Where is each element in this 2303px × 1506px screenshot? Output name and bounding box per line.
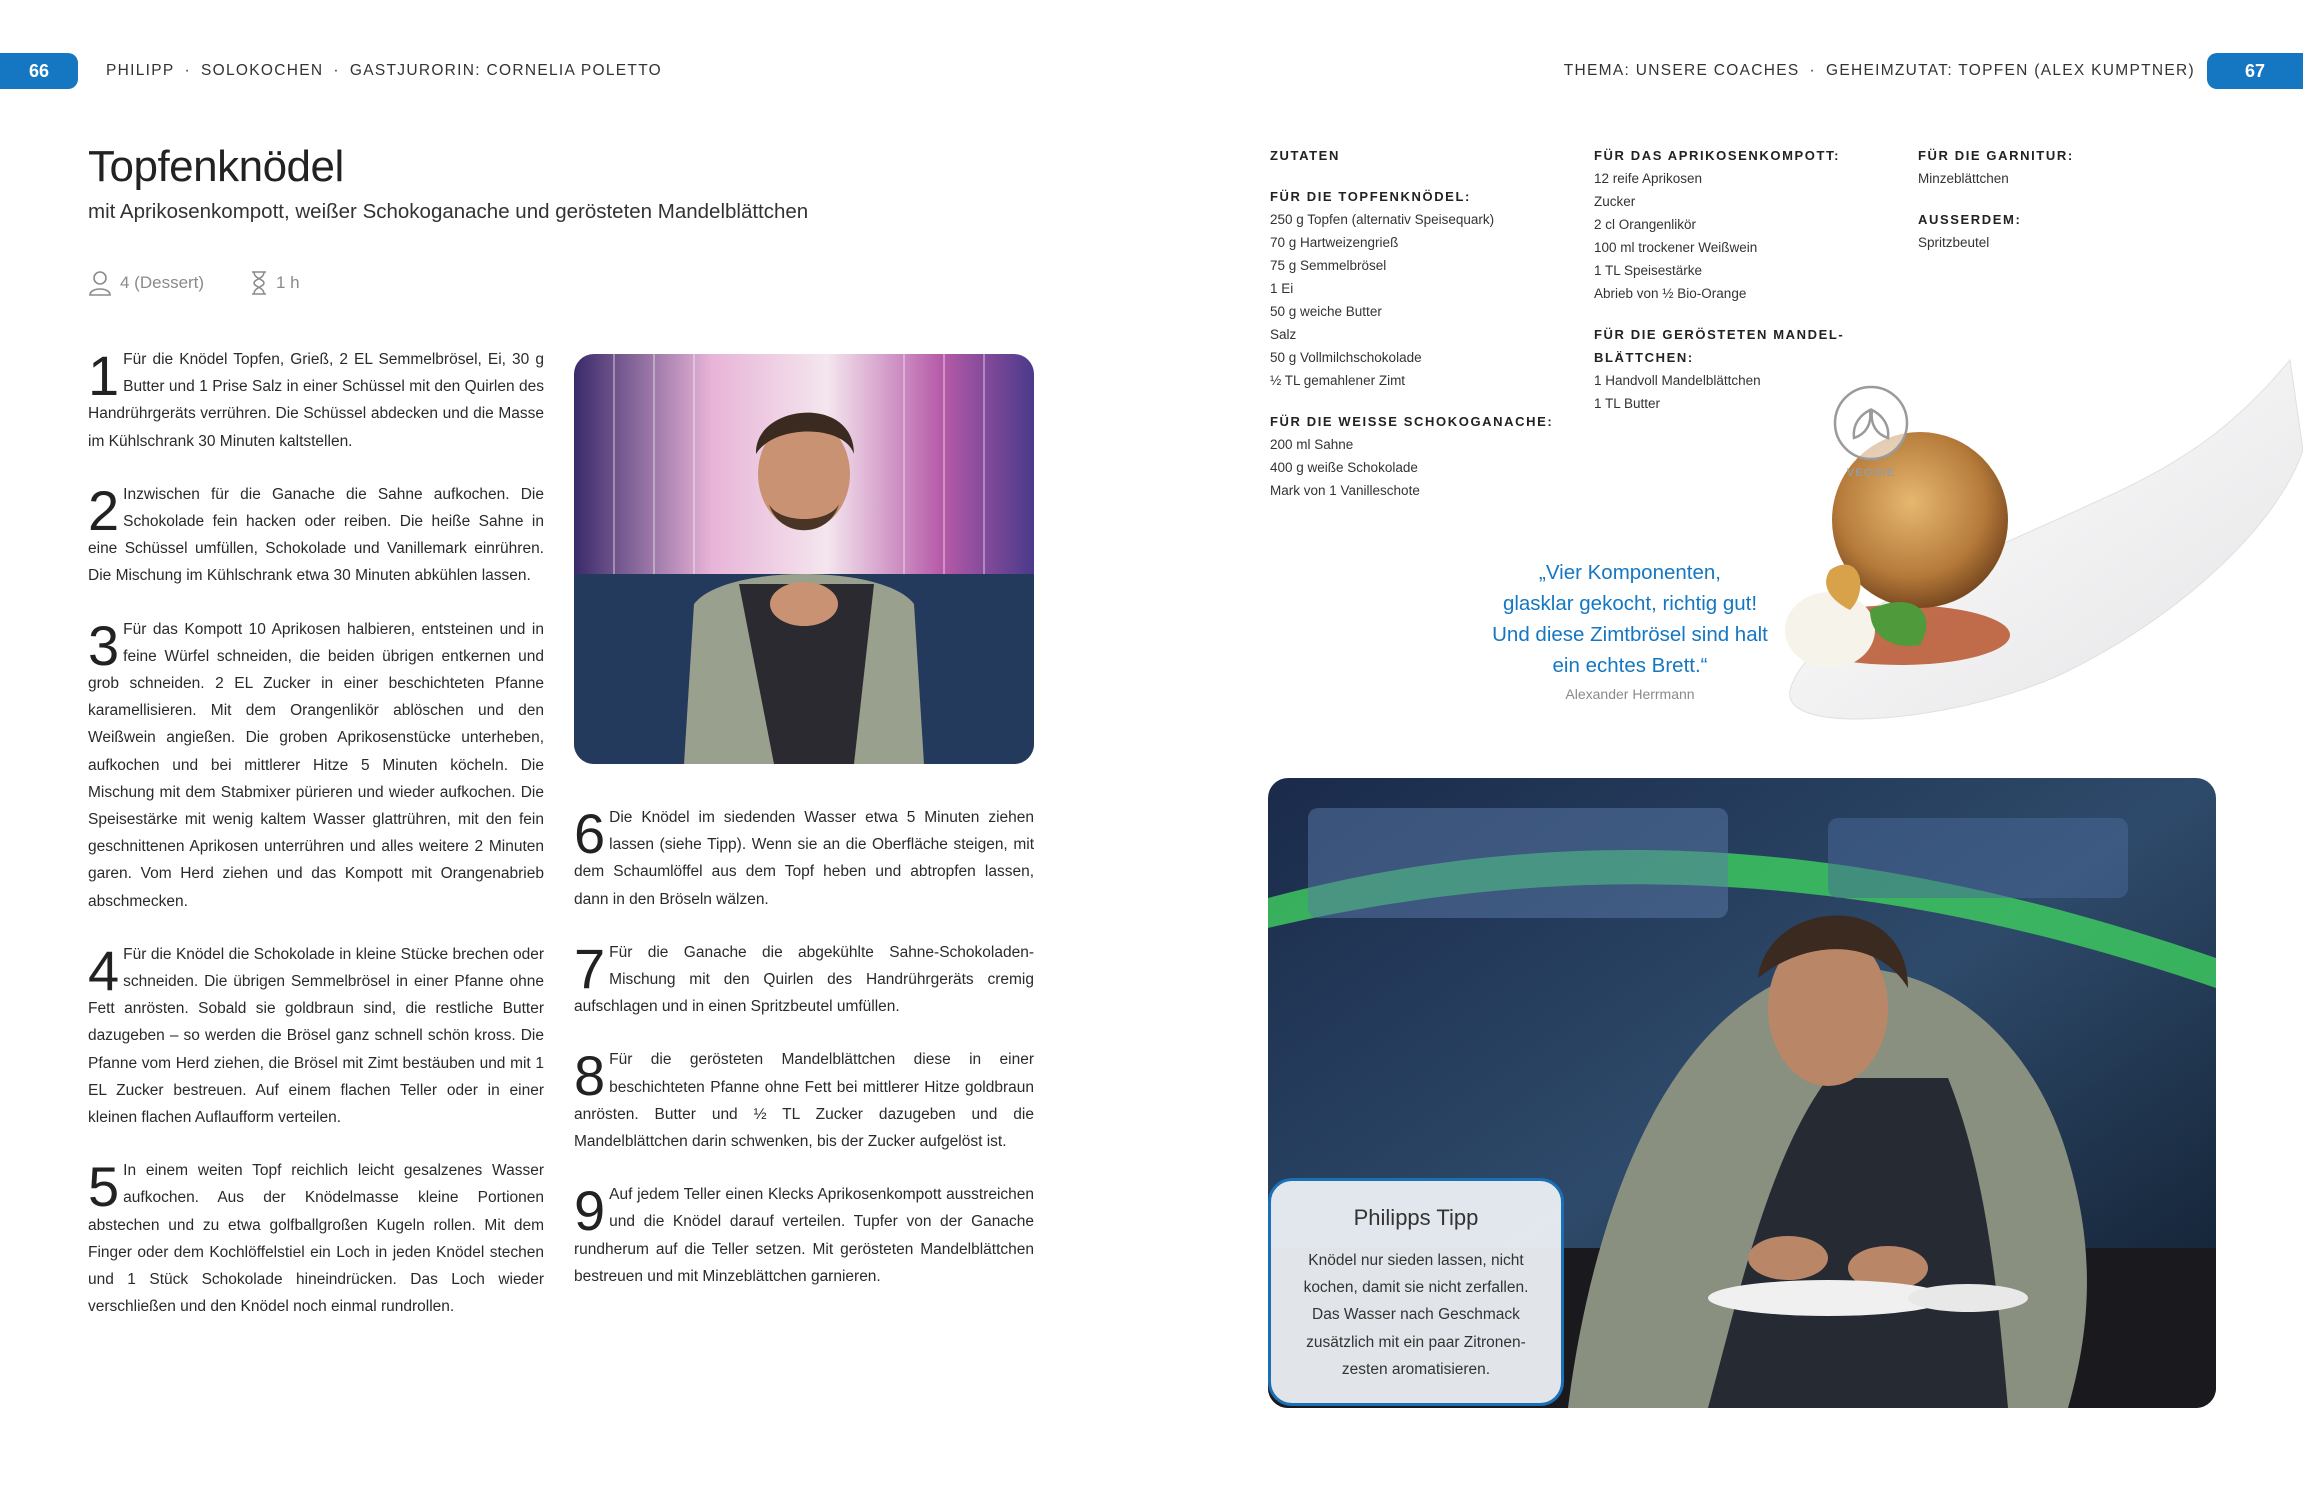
ingredient-group-title: FÜR DIE WEISSE SCHOKOGANACHE: (1270, 414, 1554, 429)
step-text: In einem weiten Topf reichlich leicht gesalzenes Wasser aufkochen. Aus der Knödelmasse kleine Portionen abstechen und zu etwa golfballgroßen Kugeln rollen. Mit dem Finger oder dem Kochlöffelstiel ein Loch in jeden Knödel stechen und 1 Stück Schokolade hineindrücken. Das Loch wieder verschließen und den Knödel noch einmal rundrollen. (88, 1162, 544, 1316)
quote-line: ein echtes Brett.“ (1552, 654, 1708, 677)
page-number-left (0, 53, 78, 89)
person-icon (88, 270, 112, 296)
tip-title: Philipps Tipp (1353, 1205, 1479, 1230)
quote-line: glasklar gekocht, richtig gut! (1502, 592, 1758, 615)
ingredient-item: ½ TL gemahlener Zimt (1270, 373, 1406, 388)
page-number-text: 66 (28, 61, 50, 81)
hourglass-icon (250, 270, 268, 296)
ingredient-item: 50 g Vollmilchschokolade (1270, 350, 1422, 365)
ingredients-column-3 (1918, 144, 2178, 254)
ingredient-item: Zucker (1594, 194, 1636, 209)
tip-line: zesten aromatisieren. (1341, 1360, 1491, 1378)
time-text: 1 h (276, 273, 300, 292)
tip-line: Knödel nur sieden lassen, nicht (1308, 1252, 1524, 1269)
step-number: 6 (574, 802, 606, 865)
veggie-badge-label: VEGGIE (1846, 467, 1896, 479)
time-info (250, 270, 300, 296)
ingredient-item: 1 TL Speisestärke (1594, 263, 1703, 278)
ingredient-group-title: FÜR DIE GERÖSTETEN MANDEL- (1594, 327, 1845, 342)
recipe-step (574, 1181, 1034, 1290)
step-number: 1 (88, 344, 120, 407)
recipe-subtitle: mit Aprikosenkompott, weißer Schokoganache und gerösteten Mandelblättchen (88, 200, 809, 223)
ingredient-group-title: FÜR DAS APRIKOSENKOMPOTT: (1594, 148, 1841, 163)
ingredients-column-1 (1270, 144, 1570, 502)
page-number-right (2207, 53, 2303, 89)
running-header-left (106, 53, 662, 89)
quote-line: Und diese Zimtbrösel sind halt (1492, 623, 1768, 646)
header-item: GEHEIMZUTAT: TOPFEN (ALEX KUMPTNER) (1825, 62, 2195, 79)
step-text: Für die Ganache die abgekühlte Sahne-Schokoladen-Mischung mit den Quirlen des Handrührgeräts cremig aufschlagen und in einen Spritzbeutel umfüllen. (574, 943, 1034, 1016)
step-text: Inzwischen für die Ganache die Sahne aufkochen. Die Schokolade fein hacken oder reiben. Die heiße Sahne in eine Schüssel umfüllen, Schokolade und Vanillemark einrühren. Die Mischung im Kühlschrank etwa 30 Minuten abkühlen lassen. (88, 485, 544, 585)
recipe-step (574, 1046, 1034, 1155)
steps-column-left (88, 346, 544, 1347)
tip-box (1268, 1178, 1564, 1406)
quote-author: Alexander Herrmann (1565, 686, 1695, 702)
ingredient-item: 250 g Topfen (alternativ Speisequark) (1270, 212, 1495, 227)
header-item: THEMA: UNSERE COACHES (1563, 62, 1800, 79)
step-number: 8 (574, 1044, 606, 1108)
header-separator: · (184, 62, 192, 79)
step-text: Auf jedem Teller einen Klecks Aprikosenkompott ausstreichen und die Knödel darauf verteilen. Tupfer von der Ganache rundherum auf die Teller setzen. Mit gerösteten Mandelblättchen bestreuen und mit Minzeblättchen garnieren. (574, 1186, 1034, 1285)
ingredient-item: 12 reife Aprikosen (1594, 171, 1703, 186)
ingredient-item: Mark von 1 Vanilleschote (1270, 483, 1420, 498)
step-number: 5 (88, 1155, 120, 1219)
header-separator: · (333, 62, 340, 79)
recipe-title: Topfenknödel (88, 142, 344, 191)
ingredient-item: 70 g Hartweizengrieß (1270, 235, 1399, 250)
steps-column-right (574, 804, 1034, 1316)
quote-line: „Vier Komponenten, (1539, 561, 1721, 584)
ingredient-group-title: BLÄTTCHEN: (1594, 350, 1694, 365)
ingredient-item: Spritzbeutel (1918, 235, 1990, 250)
veggie-badge-icon (1832, 384, 1910, 480)
header-item: PHILIPP (106, 62, 175, 79)
ingredient-item: 2 cl Orangenlikör (1594, 217, 1697, 232)
page-number-text: 67 (2244, 61, 2266, 81)
ingredient-item: Salz (1270, 327, 1297, 342)
step-number: 3 (88, 613, 120, 677)
ingredient-item: 1 Ei (1270, 281, 1294, 296)
pull-quote (1480, 557, 1780, 681)
step-text: Die Knödel im siedenden Wasser etwa 5 Minuten ziehen lassen (siehe Tipp). Wenn sie an die Oberfläche steigen, mit dem Schaumlöffel aus dem Topf heben und abtropfen lassen, dann in den Bröseln wälzen. (574, 809, 1034, 908)
ingredient-item: 50 g weiche Butter (1270, 304, 1382, 319)
ingredient-item: Abrieb von ½ Bio-Orange (1594, 286, 1747, 301)
portrait-illustration (574, 354, 1034, 764)
step-text: Für die Knödel die Schokolade in kleine Stücke brechen oder schneiden. Die übrigen Semmelbrösel in einer Pfanne ohne Fett anrösten. Sobald sie goldbraun sind, die restliche Butter dazugeben – so werden die Brösel ganz schnell schön kross. Die Pfanne vom Herd ziehen, die Brösel mit Zimt bestäuben und mit 1 EL Zucker bestreuen. Auf einem flachen Teller oder in einer kleinen flachen Auflaufform verteilen. (88, 945, 544, 1127)
tip-text (1297, 1247, 1535, 1383)
step-number: 7 (574, 936, 606, 1000)
recipe-step (88, 613, 544, 915)
recipe-step (88, 938, 544, 1131)
recipe-step (88, 478, 544, 590)
recipe-step (88, 1157, 544, 1320)
chef-portrait-photo (574, 354, 1034, 764)
step-text: Für die Knödel Topfen, Grieß, 2 EL Semmelbrösel, Ei, 30 g Butter und 1 Prise Salz in einer Schüssel mit den Quirlen des Handrührgeräts verrühren. Die Schüssel abdecken und die Masse im Kühlschrank 30 Minuten kaltstellen. (88, 351, 544, 450)
header-item: GASTJURORIN: CORNELIA POLETTO (349, 62, 663, 79)
tip-line: zusätzlich mit ein paar Zitronen- (1306, 1333, 1526, 1351)
ingredient-item: Minzeblättchen (1918, 171, 2009, 186)
recipe-step (574, 804, 1034, 913)
tip-line: Das Wasser nach Geschmack (1312, 1306, 1520, 1324)
running-header-right (1564, 53, 2195, 89)
ingredient-item: 75 g Semmelbrösel (1270, 258, 1387, 273)
ingredient-item: 100 ml trockener Weißwein (1594, 240, 1758, 255)
ingredient-group-title: FÜR DIE TOPFENKNÖDEL: (1270, 189, 1471, 204)
step-number: 4 (88, 938, 120, 1002)
ingredient-item: 1 TL Butter (1594, 396, 1661, 411)
ingredient-group-title: FÜR DIE GARNITUR: (1918, 148, 2074, 163)
step-text: Für das Kompott 10 Aprikosen halbieren, entsteinen und in feine Würfel schneiden, die beiden übrigen entkernen und grob schneiden. 2 EL Zucker in einer beschichteten Pfanne karamellisieren. Mit dem Orangenlikör ablöschen und den Weißwein angießen. Die groben Aprikosenstücke unterheben, aufkochen und bei mittlerer Hitze 5 Minuten köcheln. Die Mischung mit dem Stabmixer pürieren und wieder aufkochen. Die Speisestärke mit wenig kaltem Wasser glattrühren, mit den fein geschnittenen Aprikosen unterrühren und alles weitere 2 Minuten garen. Vom Herd ziehen und das Kompott mit Orangenabrieb abschmecken. (88, 620, 544, 910)
header-item: SOLOKOCHEN (201, 62, 324, 79)
ingredient-item: 400 g weiße Schokolade (1270, 460, 1418, 475)
step-text: Für die gerösteten Mandelblättchen diese in einer beschichteten Pfanne ohne Fett bei mittlerer Hitze goldbraun anrösten. Butter und ½ TL Zucker dazugeben und die Mandelblättchen darin schwenken, bis der Zucker aufgelöst ist. (574, 1051, 1034, 1151)
step-number: 9 (574, 1179, 606, 1243)
servings-text: 4 (Dessert) (120, 273, 205, 292)
step-number: 2 (88, 478, 120, 542)
tip-line: kochen, damit sie nicht zerfallen. (1303, 1279, 1529, 1297)
servings-info (88, 270, 204, 296)
ingredient-item: 1 Handvoll Mandelblättchen (1594, 373, 1761, 388)
ingredient-item: 200 ml Sahne (1270, 437, 1354, 452)
recipe-step (88, 346, 544, 455)
header-separator: · (1809, 62, 1816, 79)
recipe-step (574, 936, 1034, 1021)
ingredients-heading: ZUTATEN (1270, 148, 1340, 163)
ingredient-group-title: AUSSERDEM: (1918, 212, 2022, 227)
